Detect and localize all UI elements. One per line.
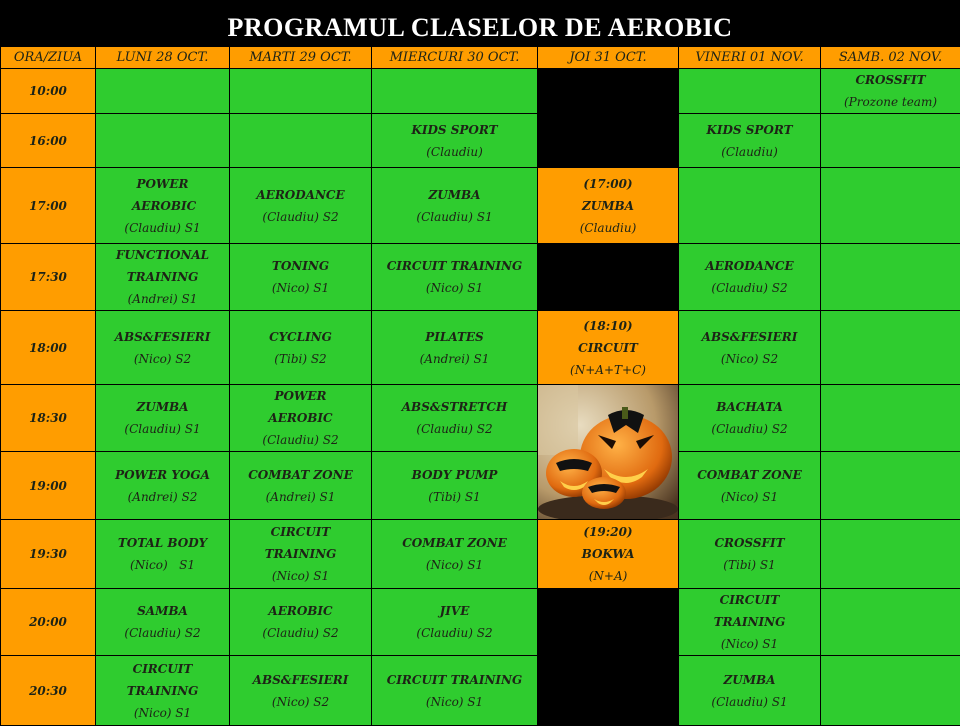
class-instructor: (Claudiu) [679,141,820,163]
class-instructor: (Claudiu) S1 [96,418,229,440]
class-instructor: (Andrei) S1 [372,348,537,370]
empty-cell [230,114,372,168]
class-instructor: (Nico) S1 [372,277,537,299]
time-cell: 19:00 [1,452,96,520]
class-instructor: (Claudiu) S1 [96,217,229,239]
class-instructor: (Nico) S1 [372,554,537,576]
table-row [1,589,960,656]
time-cell: 17:00 [1,168,96,244]
class-cell [372,168,538,244]
class-name: CROSSFIT [679,532,820,554]
class-cell [372,311,538,385]
class-instructor: (Nico) S1 [679,486,820,508]
class-cell [230,244,372,311]
class-instructor: (Nico) S1 [96,554,229,576]
time-cell: 16:00 [1,114,96,168]
class-cell [679,520,821,589]
class-name: ABS&FESIERI [679,326,820,348]
class-cell [230,452,372,520]
time-cell: 18:30 [1,385,96,452]
table-row [1,520,960,589]
empty-cell [821,311,960,385]
class-name: POWER AEROBIC [230,385,371,429]
class-name: BACHATA [679,396,820,418]
class-cell [372,589,538,656]
time-cell: 20:00 [1,589,96,656]
empty-cell [372,69,538,114]
class-name: CIRCUIT [538,337,678,359]
empty-cell [821,589,960,656]
class-name: POWER AEROBIC [96,173,229,217]
class-instructor: (Nico) S1 [230,277,371,299]
time-cell: 17:30 [1,244,96,311]
class-name: BODY PUMP [372,464,537,486]
class-name: POWER YOGA [96,464,229,486]
special-class-cell [538,168,679,244]
halloween-photo [538,385,679,520]
class-instructor: (Claudiu) S2 [679,418,820,440]
class-name: KIDS SPORT [679,119,820,141]
class-cell [230,589,372,656]
class-name: CIRCUIT TRAINING [96,658,229,702]
class-cell [679,452,821,520]
class-cell [96,589,230,656]
class-cell [372,452,538,520]
class-cell [96,452,230,520]
class-cell [372,114,538,168]
class-instructor: (Tibi) S2 [230,348,371,370]
class-name: JIVE [372,600,537,622]
class-cell [372,244,538,311]
empty-cell [821,452,960,520]
class-name: CIRCUIT TRAINING [372,255,537,277]
empty-cell [821,520,960,589]
class-instructor: (Nico) S2 [96,348,229,370]
pumpkins-illustration [538,385,678,519]
class-instructor: (Nico) S1 [96,702,229,724]
class-instructor: (Claudiu) S2 [230,206,371,228]
empty-cell [821,114,960,168]
class-name: COMBAT ZONE [679,464,820,486]
class-name: ABS&FESIERI [230,669,371,691]
class-name: ZUMBA [538,195,678,217]
class-name: TONING [230,255,371,277]
empty-cell [821,656,960,726]
class-name: CIRCUIT TRAINING [372,669,537,691]
class-time: (18:10) [538,315,678,337]
class-name: AERODANCE [230,184,371,206]
class-instructor: (Claudiu) [372,141,537,163]
class-name: CYCLING [230,326,371,348]
empty-cell [230,69,372,114]
class-cell [821,69,960,114]
time-cell: 20:30 [1,656,96,726]
empty-cell [821,385,960,452]
class-name: SAMBA [96,600,229,622]
class-name: ZUMBA [679,669,820,691]
pumpkins-image [538,385,678,519]
empty-cell [96,114,230,168]
class-name: TOTAL BODY [96,532,229,554]
special-class-cell [538,311,679,385]
class-cell [96,520,230,589]
table-row [1,311,960,385]
class-cell [230,168,372,244]
table-row [1,69,960,114]
class-instructor: (Tibi) S1 [372,486,537,508]
class-cell [679,656,821,726]
class-cell [679,114,821,168]
class-instructor: (Claudiu) S2 [372,418,537,440]
empty-cell [821,168,960,244]
class-instructor: (Claudiu) [538,217,678,239]
class-cell [96,244,230,311]
class-name: FUNCTIONAL TRAINING [96,244,229,288]
schedule-table [0,46,960,726]
class-cell [230,385,372,452]
header-day: LUNI 28 OCT. [96,47,230,69]
class-cell [96,311,230,385]
blank-black-cell [538,589,679,726]
class-name: PILATES [372,326,537,348]
header-day: JOI 31 OCT. [538,47,679,69]
class-instructor: (Tibi) S1 [679,554,820,576]
class-time: (19:20) [538,521,678,543]
class-instructor: (Andrei) S1 [96,288,229,310]
class-instructor: (N+A) [538,565,678,587]
class-cell [96,385,230,452]
table-row [1,114,960,168]
class-instructor: (Andrei) S1 [230,486,371,508]
table-row [1,452,960,520]
class-name: CIRCUIT TRAINING [230,521,371,565]
class-instructor: (Claudiu) S2 [230,622,371,644]
class-instructor: (Nico) S2 [230,691,371,713]
class-instructor: (Nico) S1 [372,691,537,713]
time-cell: 19:30 [1,520,96,589]
class-cell [230,656,372,726]
empty-cell [821,244,960,311]
class-cell [96,168,230,244]
time-cell: 10:00 [1,69,96,114]
header-day: VINERI 01 NOV. [679,47,821,69]
class-instructor: (Nico) S1 [230,565,371,587]
table-row [1,244,960,311]
class-name: ABS&STRETCH [372,396,537,418]
class-name: ZUMBA [96,396,229,418]
class-cell [679,311,821,385]
header-row [1,47,960,69]
class-time: (17:00) [538,173,678,195]
table-row [1,168,960,244]
empty-cell [679,69,821,114]
class-cell [372,385,538,452]
class-name: ABS&FESIERI [96,326,229,348]
special-class-cell [538,520,679,589]
class-name: ZUMBA [372,184,537,206]
time-cell: 18:00 [1,311,96,385]
class-name: BOKWA [538,543,678,565]
class-instructor: (Nico) S1 [679,633,820,655]
class-name: COMBAT ZONE [372,532,537,554]
class-instructor: (Claudiu) S1 [679,691,820,713]
page-title: PROGRAMUL CLASELOR DE AEROBIC [0,0,960,46]
class-instructor: (N+A+T+C) [538,359,678,381]
class-cell [372,656,538,726]
class-name: COMBAT ZONE [230,464,371,486]
class-instructor: (Prozone team) [821,91,960,113]
class-cell [230,520,372,589]
class-cell [679,385,821,452]
class-instructor: (Claudiu) S2 [679,277,820,299]
header-day: MIERCURI 30 OCT. [372,47,538,69]
class-name: AERODANCE [679,255,820,277]
class-instructor: (Claudiu) S2 [230,429,371,451]
class-name: CIRCUIT TRAINING [679,589,820,633]
empty-cell [96,69,230,114]
table-row [1,656,960,726]
class-cell [230,311,372,385]
table-row [1,385,960,452]
class-instructor: (Claudiu) S1 [372,206,537,228]
class-name: CROSSFIT [821,69,960,91]
header-time: ORA/ZIUA [1,47,96,69]
class-instructor: (Claudiu) S2 [96,622,229,644]
class-name: KIDS SPORT [372,119,537,141]
class-cell [96,656,230,726]
empty-cell [679,168,821,244]
blank-black-cell [538,69,679,168]
class-instructor: (Andrei) S2 [96,486,229,508]
class-name: AEROBIC [230,600,371,622]
class-cell [679,244,821,311]
header-day: MARTI 29 OCT. [230,47,372,69]
class-cell [679,589,821,656]
class-instructor: (Claudiu) S2 [372,622,537,644]
blank-black-cell [538,244,679,311]
header-day: SAMB. 02 NOV. [821,47,960,69]
class-instructor: (Nico) S2 [679,348,820,370]
class-cell [372,520,538,589]
